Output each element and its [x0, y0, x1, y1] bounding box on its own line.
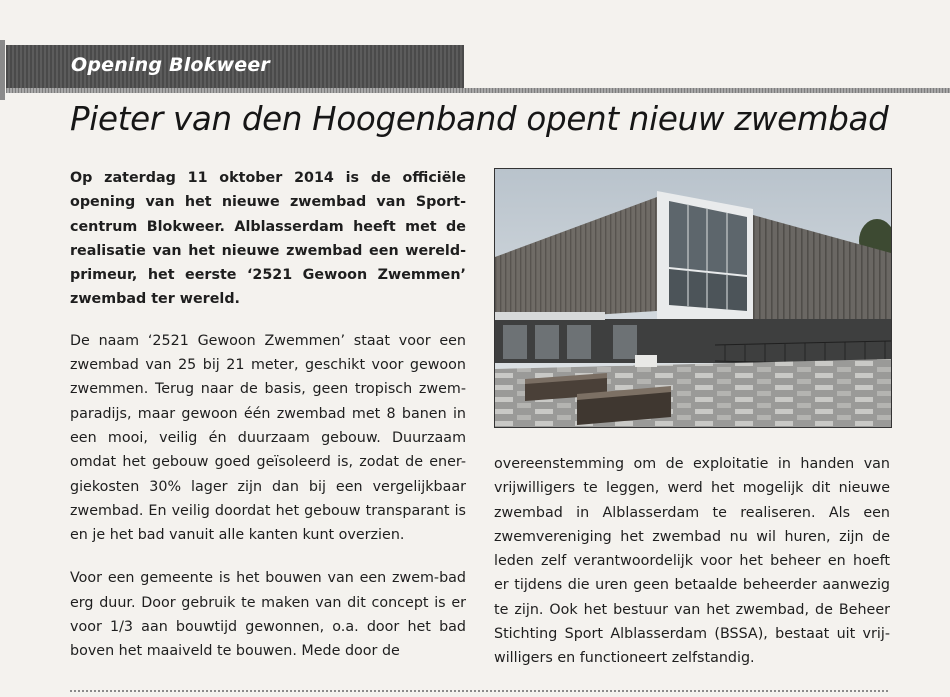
section-label: Opening Blokweer	[71, 54, 270, 76]
article-lead: Op zaterdag 11 oktober 2014 is de officiële opening van het nieuwe zwembad van Sport-centrum Blokweer. Alblasserdam heeft met de realisatie van het nieuwe zwembad een wereld-primeur, het eerste ‘2521 Gewoon Zwemmen’ zwembad ter wereld.	[70, 170, 466, 308]
left-column	[70, 166, 466, 683]
footer-rule	[70, 690, 890, 692]
section-banner	[6, 45, 464, 88]
article-headline: Pieter van den Hoogenband opent nieuw zwembad	[70, 100, 889, 138]
building-illustration	[495, 169, 891, 427]
article-paragraph: overeenstemming om de exploitatie in handen van vrijwilligers te leggen, werd het mogelijk dit nieuwe zwembad in Alblasserdam te realiseren. Als een zwemvereniging het zwembad nu wil huren, zijn de leden zelf verantwoordelijk voor het beheer en hoeft er tijdens die uren geen betaalde beheerder aanwezig te zijn. Ook het bestuur van het zwembad, de Beheer Stichting Sport Alblasserdam (BSSA), bestaat uit vrij-willigers en functioneert zelfstandig.	[494, 456, 890, 667]
article-paragraph: De naam ‘2521 Gewoon Zwemmen’ staat voor een zwembad van 25 bij 21 meter, geschikt voor gewoon zwemmen. Terug naar de basis, geen tropisch zwem-paradijs, maar gewoon één zwembad met 8 banen in een mooi, veilig én duurzaam gebouw. Duurzaam omdat het gebouw goed geïsoleerd is, zodat de ener-giekosten 30% lager zijn dan bij een vergelijkbaar zwembad. En veilig doordat het gebouw transparant is en je het bad vanuit alle kanten kunt overzien.	[70, 332, 466, 544]
right-column	[494, 452, 890, 671]
page-edge	[0, 40, 5, 100]
article-paragraph: Voor een gemeente is het bouwen van een zwem-bad erg duur. Door gebruik te maken van dit concept is er voor 1/3 aan bouwtijd gewonnen, o.a. door het bad boven het maaiveld te bouwen. Mede door de	[70, 570, 466, 660]
swimming-pool-building-photo	[494, 168, 892, 428]
header-rule	[6, 88, 950, 93]
